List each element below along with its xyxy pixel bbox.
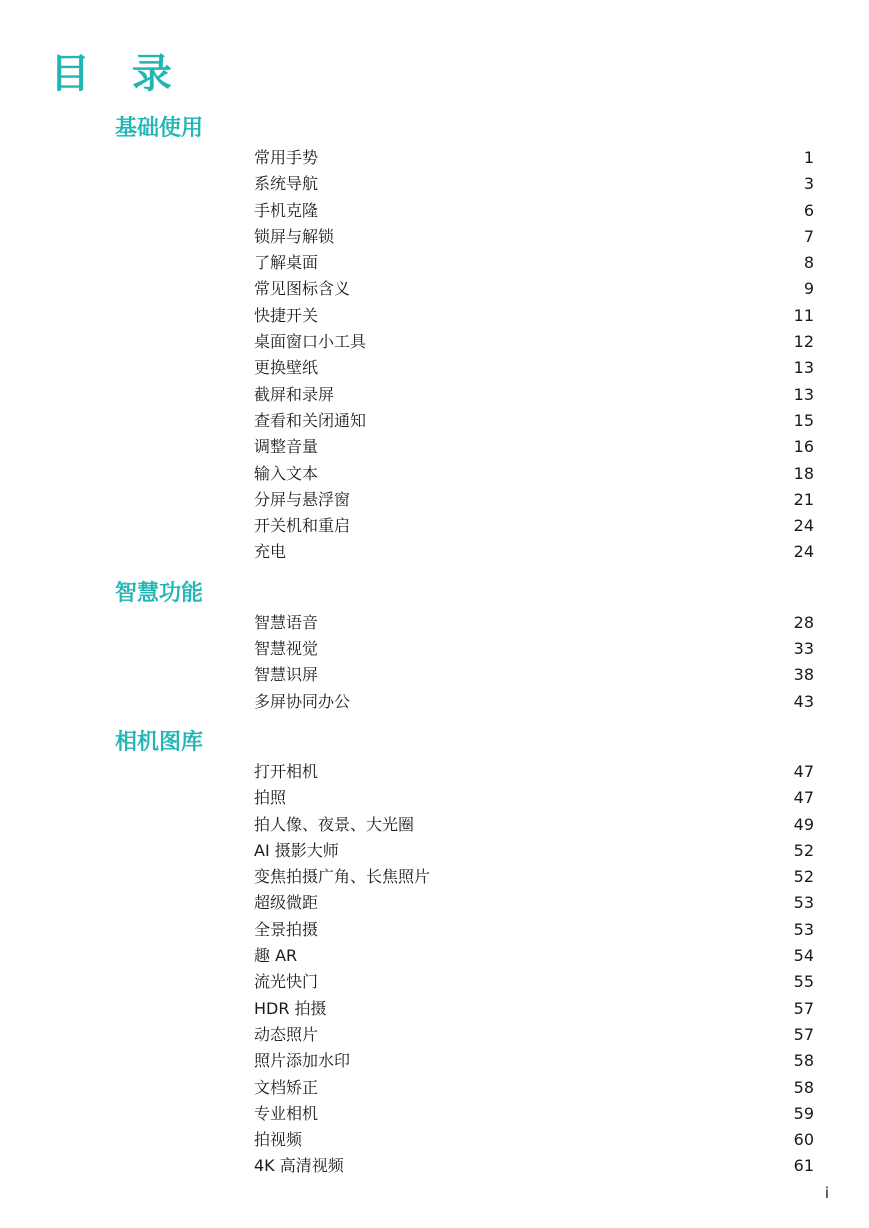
toc-entry-title: 拍照	[254, 788, 287, 808]
toc-entry-page-number: 7	[803, 226, 814, 246]
toc-entry[interactable]	[254, 355, 814, 381]
toc-entry[interactable]	[254, 662, 814, 688]
toc-entry[interactable]	[254, 329, 814, 355]
toc-entry[interactable]	[254, 487, 814, 513]
toc-entry-title: 文档矫正	[254, 1077, 319, 1097]
toc-entry-page-number: 59	[793, 1103, 814, 1123]
toc-entry-page-number: 57	[793, 998, 814, 1018]
toc-entry-page-number: 58	[793, 1077, 814, 1097]
toc-entry-title: 变焦拍摄广角、长焦照片	[254, 867, 431, 887]
toc-entry-title: 输入文本	[254, 463, 319, 483]
table-of-contents	[0, 113, 869, 1180]
toc-entry-page-number: 57	[793, 1024, 814, 1044]
toc-entry-title: 分屏与悬浮窗	[254, 489, 351, 509]
toc-entry-title: 截屏和录屏	[254, 384, 335, 404]
toc-entry-page-number: 53	[793, 893, 814, 913]
toc-entry-list	[0, 610, 869, 715]
toc-entry-title: AI 摄影大师	[254, 840, 339, 860]
toc-entry-title: 打开相机	[254, 761, 319, 781]
toc-section	[0, 113, 869, 566]
toc-entry-title: 全景拍摄	[254, 919, 319, 939]
toc-entry-page-number: 12	[793, 332, 814, 352]
toc-entry-title: 照片添加水印	[254, 1051, 351, 1071]
toc-entry[interactable]	[254, 461, 814, 487]
toc-entry-page-number: 13	[793, 358, 814, 378]
toc-entry-page-number: 24	[793, 516, 814, 536]
toc-entry-page-number: 6	[803, 200, 814, 220]
toc-entry-page-number: 58	[793, 1051, 814, 1071]
toc-entry[interactable]	[254, 838, 814, 864]
section-heading[interactable]: 智慧功能	[115, 580, 204, 606]
toc-entry-page-number: 1	[803, 148, 814, 167]
toc-entry-page-number: 9	[803, 279, 814, 299]
toc-entry[interactable]	[254, 943, 814, 969]
toc-entry[interactable]	[254, 996, 814, 1022]
toc-entry[interactable]	[254, 812, 814, 838]
toc-entry-page-number: 52	[793, 840, 814, 860]
toc-entry-title: 了解桌面	[254, 253, 319, 273]
toc-entry[interactable]	[254, 539, 814, 565]
toc-entry[interactable]	[254, 434, 814, 460]
toc-entry[interactable]	[254, 890, 814, 916]
toc-entry-page-number: 38	[793, 665, 814, 685]
toc-entry-title: 智慧识屏	[254, 665, 319, 685]
toc-entry[interactable]	[254, 408, 814, 434]
page-title: 目 录	[50, 51, 186, 97]
toc-entry[interactable]	[254, 636, 814, 662]
toc-entry-page-number: 8	[803, 253, 814, 273]
toc-entry-title: 动态照片	[254, 1024, 319, 1044]
toc-entry-title: 超级微距	[254, 893, 319, 913]
toc-entry-page-number: 55	[793, 972, 814, 992]
toc-entry-page-number: 21	[793, 489, 814, 509]
toc-entry[interactable]	[254, 276, 814, 302]
section-heading[interactable]: 相机图库	[115, 729, 204, 755]
toc-entry-title: 查看和关闭通知	[254, 410, 367, 430]
toc-entry[interactable]	[254, 1101, 814, 1127]
toc-entry[interactable]	[254, 513, 814, 539]
toc-entry-page-number: 33	[793, 639, 814, 659]
toc-entry-title: 快捷开关	[254, 305, 319, 325]
toc-entry[interactable]	[254, 1075, 814, 1101]
page-number: i	[824, 1184, 829, 1202]
toc-entry[interactable]	[254, 224, 814, 250]
toc-entry[interactable]	[254, 1127, 814, 1153]
toc-entry-page-number: 13	[793, 384, 814, 404]
toc-entry-title: 桌面窗口小工具	[254, 332, 367, 352]
toc-entry[interactable]	[254, 864, 814, 890]
toc-entry-title: 流光快门	[254, 972, 319, 992]
toc-entry[interactable]	[254, 1022, 814, 1048]
toc-entry-title: 调整音量	[254, 437, 319, 457]
toc-entry-page-number: 53	[793, 919, 814, 939]
toc-entry-page-number: 16	[793, 437, 814, 457]
toc-entry-title: 开关机和重启	[254, 516, 351, 536]
toc-entry[interactable]	[254, 250, 814, 276]
toc-entry-title: 趣 AR	[254, 946, 298, 966]
toc-entry-page-number: 15	[793, 410, 814, 430]
toc-entry-page-number: 52	[793, 867, 814, 887]
toc-entry-title: 系统导航	[254, 174, 319, 194]
toc-entry[interactable]	[254, 610, 814, 636]
toc-entry-page-number: 3	[803, 174, 814, 194]
toc-entry-list	[0, 145, 869, 566]
toc-entry-title: 更换壁纸	[254, 358, 319, 378]
toc-entry-title: 锁屏与解锁	[254, 226, 335, 246]
toc-entry[interactable]	[254, 689, 814, 715]
toc-entry-page-number: 49	[793, 814, 814, 834]
toc-entry[interactable]	[254, 917, 814, 943]
toc-entry[interactable]	[254, 759, 814, 785]
toc-entry-title: 拍人像、夜景、大光圈	[254, 814, 415, 834]
toc-entry-page-number: 60	[793, 1130, 814, 1150]
toc-entry-title: 常见图标含义	[254, 279, 351, 299]
toc-entry[interactable]	[254, 145, 814, 171]
toc-entry-title: HDR 拍摄	[254, 998, 327, 1018]
toc-section	[0, 727, 869, 1180]
toc-section	[0, 578, 869, 715]
toc-entry[interactable]	[254, 785, 814, 811]
section-heading[interactable]: 基础使用	[115, 116, 204, 141]
toc-entry[interactable]	[254, 1153, 814, 1179]
toc-entry-title: 智慧语音	[254, 612, 319, 632]
toc-entry[interactable]	[254, 171, 814, 197]
toc-entry-page-number: 11	[793, 305, 814, 325]
toc-entry-title: 智慧视觉	[254, 639, 319, 659]
toc-entry-page-number: 18	[793, 463, 814, 483]
toc-entry[interactable]	[254, 198, 814, 224]
toc-entry[interactable]	[254, 969, 814, 995]
toc-entry[interactable]	[254, 303, 814, 329]
toc-entry-title: 充电	[254, 542, 287, 562]
toc-entry-list	[0, 759, 869, 1180]
toc-entry-title: 4K 高清视频	[254, 1156, 344, 1176]
toc-entry[interactable]	[254, 382, 814, 408]
toc-entry-page-number: 47	[793, 761, 814, 781]
toc-entry-page-number: 28	[793, 612, 814, 632]
toc-entry-page-number: 24	[793, 542, 814, 562]
toc-entry-title: 常用手势	[254, 148, 319, 167]
toc-entry-title: 多屏协同办公	[254, 691, 351, 711]
toc-entry-page-number: 47	[793, 788, 814, 808]
toc-entry-page-number: 43	[793, 691, 814, 711]
toc-entry-page-number: 61	[793, 1156, 814, 1176]
toc-entry[interactable]	[254, 1048, 814, 1074]
toc-entry-title: 拍视频	[254, 1130, 303, 1150]
toc-entry-title: 专业相机	[254, 1103, 319, 1123]
toc-entry-title: 手机克隆	[254, 200, 319, 220]
toc-entry-page-number: 54	[793, 946, 814, 966]
